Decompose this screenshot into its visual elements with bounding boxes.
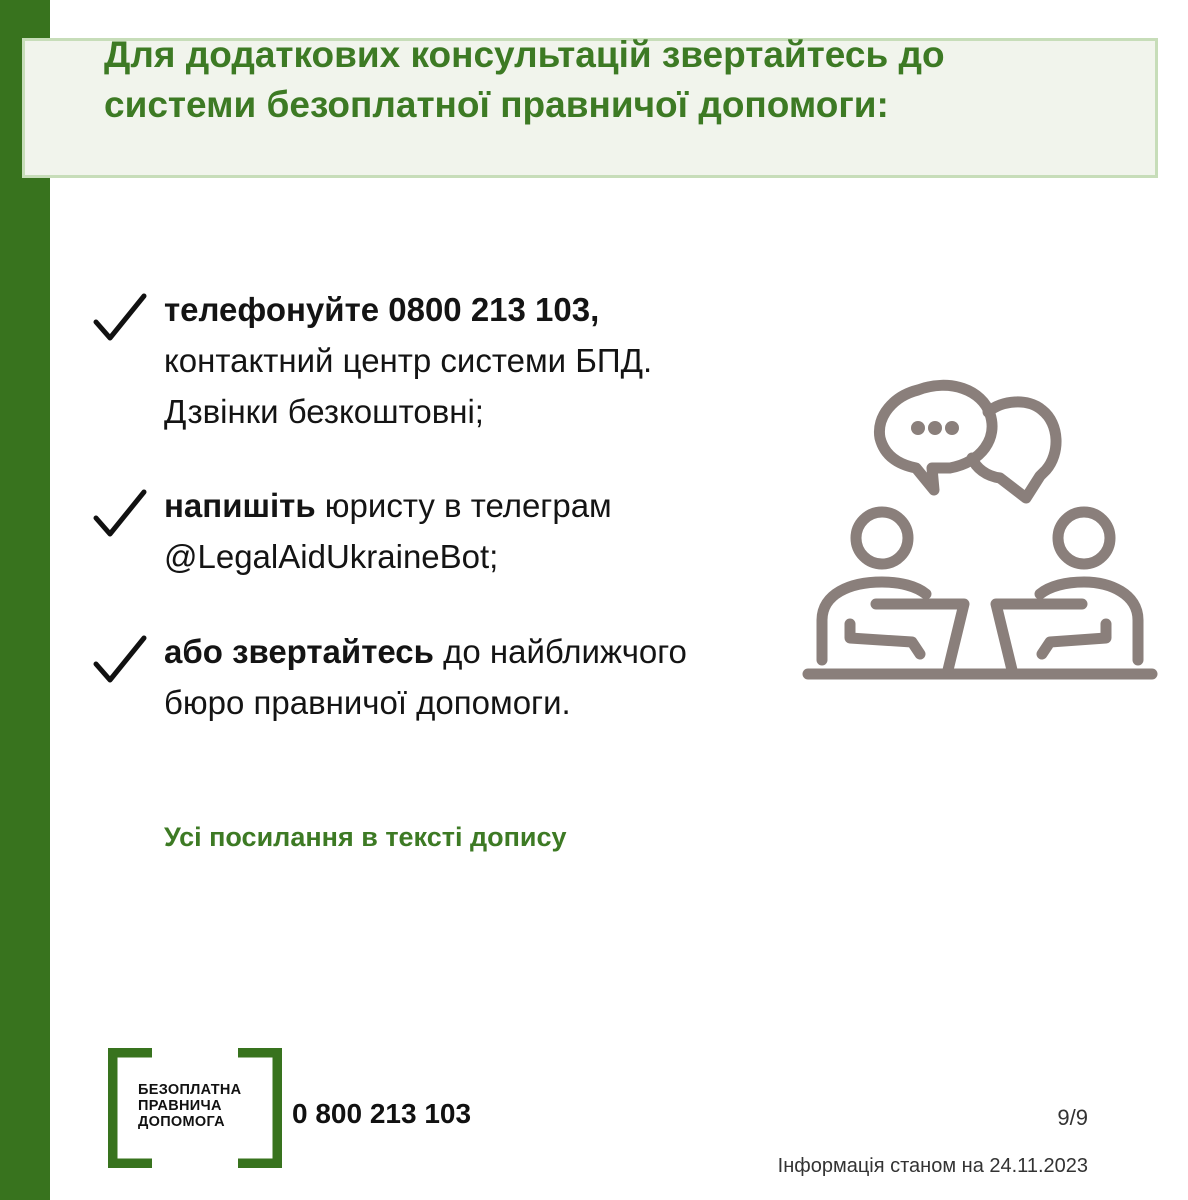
list-item-rest: до найближчого [433, 633, 687, 670]
consultation-illustration-icon [800, 372, 1160, 684]
links-note: Усі посилання в тексті допису [164, 822, 567, 852]
list-item-line-2: бюро правничої допомоги. [164, 684, 571, 721]
list-item-text [164, 284, 804, 437]
page-title [104, 30, 1104, 130]
logo-line-1: БЕЗОПЛАТНА [138, 1082, 242, 1098]
list-item-text [164, 626, 804, 728]
list-item-bold: телефонуйте 0800 213 103, [164, 291, 600, 328]
list-item-bold: або звертайтесь [164, 633, 434, 670]
list-item-line-2: контактний центр системи БПД. [164, 342, 653, 379]
list-item-line-3: Дзвінки безкоштовні; [164, 393, 484, 430]
list-item-line-2[interactable]: @LegalAidUkraineBot; [164, 538, 499, 575]
list-item-bold: напишіть [164, 487, 316, 524]
list-item-rest: юристу в телеграм [315, 487, 612, 524]
list-item-text [164, 480, 804, 582]
logo-line-3: ДОПОМОГА [138, 1114, 225, 1130]
check-icon [92, 292, 148, 344]
list-item-bureau [92, 626, 792, 736]
check-icon [92, 634, 148, 686]
page-title-line-1: Для додаткових консультацій звертайтесь до [104, 34, 945, 75]
page-title-line-2: системи безоплатної правничої допомоги: [104, 84, 889, 125]
info-date: Інформація станом на 24.11.2023 [777, 1155, 1088, 1177]
logo-line-2: ПРАВНИЧА [138, 1098, 222, 1114]
left-brand-stripe [0, 0, 50, 1200]
page-indicator: 9/9 [1057, 1105, 1088, 1130]
logo-text [138, 1082, 241, 1130]
check-icon [92, 488, 148, 540]
list-item-phone [92, 284, 792, 444]
list-item-telegram [92, 480, 792, 590]
footer-phone: 0 800 213 103 [292, 1098, 472, 1129]
